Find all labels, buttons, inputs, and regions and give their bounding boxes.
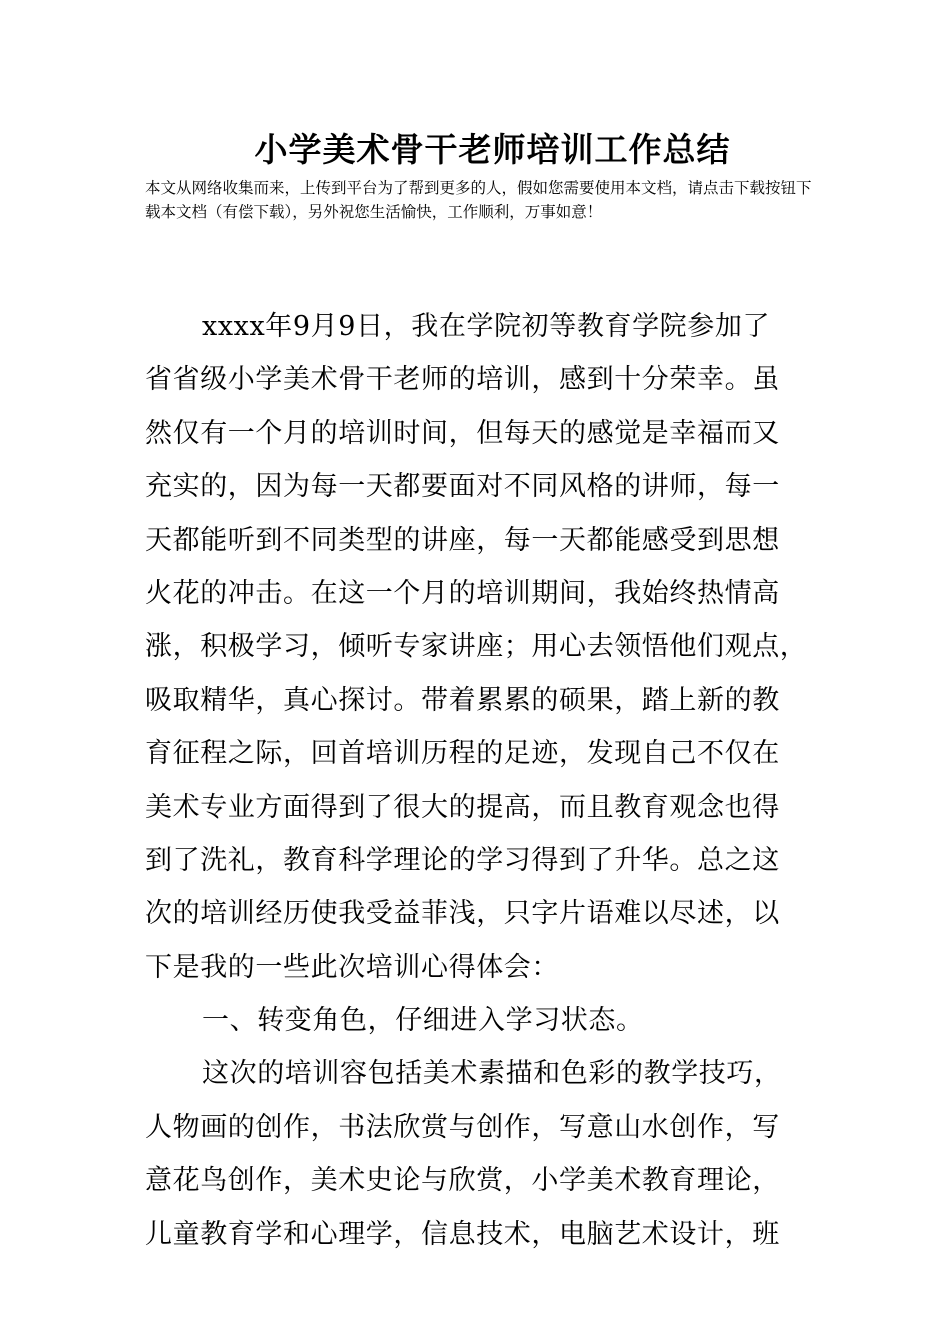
- body-line: 这次的培训容包括美术素描和色彩的教学技巧，: [202, 1058, 782, 1090]
- body-text: [145, 300, 845, 1261]
- body-line: 充实的，因为每一天都要面对不同风格的讲师，每一: [145, 471, 780, 503]
- body-line: 次的培训经历使我受益菲浅，只字片语难以尽述，以: [145, 898, 780, 930]
- body-line: 到了洗礼，教育科学理论的学习得到了升华。总之这: [145, 844, 780, 876]
- body-line: 美术专业方面得到了很大的提高，而且教育观念也得: [145, 791, 780, 823]
- download-notice: 本文从网络收集而来，上传到平台为了帮到更多的人，假如您需要使用本文档，请点击下载按钮下载本文档（有偿下载），另外祝您生活愉快，工作顺利，万事如意！: [145, 179, 812, 221]
- body-line: 涨，积极学习，倾听专家讲座；用心去领悟他们观点，: [145, 631, 808, 663]
- document-title: 小学美术骨干老师培训工作总结: [254, 130, 731, 169]
- body-line: 人物画的创作，书法欣赏与创作，写意山水创作，写: [145, 1111, 780, 1143]
- body-line: 火花的冲击。在这一个月的培训期间，我始终热情高: [145, 577, 780, 609]
- body-line: 一、转变角色，仔细进入学习状态。: [202, 1005, 644, 1037]
- body-line: 育征程之际，回首培训历程的足迹，发现自己不仅在: [145, 738, 780, 770]
- body-line: 吸取精华，真心探讨。带着累累的硕果，踏上新的教: [145, 684, 780, 716]
- body-line: 天都能听到不同类型的讲座，每一天都能感受到思想: [145, 524, 780, 556]
- body-line: 下是我的一些此次培训心得体会：: [145, 951, 559, 983]
- body-line: 儿童教育学和心理学，信息技术，电脑艺术设计，班: [145, 1218, 780, 1250]
- body-line: 省省级小学美术骨干老师的培训，感到十分荣幸。虽: [145, 364, 780, 396]
- body-line: xxxx年9月9日，我在学院初等教育学院参加了: [202, 311, 771, 342]
- body-line: 意花鸟创作，美术史论与欣赏，小学美术教育理论，: [145, 1165, 780, 1197]
- body-line: 然仅有一个月的培训时间，但每天的感觉是幸福而又: [145, 417, 780, 449]
